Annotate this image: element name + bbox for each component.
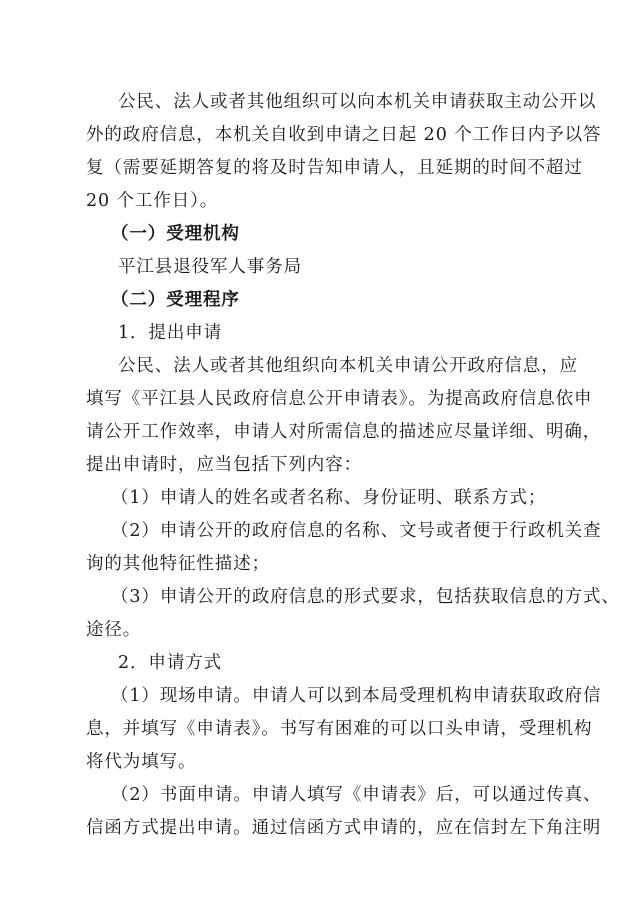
step1-para-line-3: 请公开工作效率，申请人对所需信息的描述应尽量详细、明确，: [86, 422, 602, 442]
method-onsite-line-2: 息，并填写《申请表》。书写有困难的可以口头申请，受理机构: [86, 719, 593, 739]
requirement-item-3-line-2: 途径。: [86, 620, 142, 640]
method-onsite-line-3: 将代为填写。: [86, 752, 197, 772]
intro-line-3: 复（需要延期答复的将及时告知申请人，且延期的时间不超过: [86, 158, 583, 178]
requirement-item-1: （1）申请人的姓名或者名称、身份证明、联系方式；: [111, 488, 547, 508]
requirement-item-2-line-1: （2）申请公开的政府信息的名称、文号或者便于行政机关查: [111, 521, 602, 541]
step-title-submit-application: 1．提出申请: [118, 323, 223, 343]
section-heading-acceptance-agency: （一）受理机构: [111, 224, 240, 244]
intro-line-2: 外的政府信息，本机关自收到申请之日起 20 个工作日内予以答: [86, 125, 602, 145]
step1-para-line-4: 提出申请时，应当包括下列内容：: [86, 455, 362, 475]
step1-para-line-1: 公民、法人或者其他组织向本机关申请公开政府信息，应: [118, 356, 578, 376]
acceptance-agency-name: 平江县退役军人事务局: [118, 257, 302, 277]
requirement-item-3-line-1: （3）申请公开的政府信息的形式要求，包括获取信息的方式、: [111, 587, 620, 607]
step1-para-line-2: 填写《平江县人民政府信息公开申请表》。为提高政府信息依申: [86, 389, 593, 409]
method-onsite-line-1: （1）现场申请。申请人可以到本局受理机构申请获取政府信: [111, 686, 602, 706]
method-written-line-2: 信函方式提出申请。通过信函方式申请的，应在信封左下角注明: [86, 818, 602, 838]
method-written-line-1: （2）书面申请。申请人填写《申请表》后，可以通过传真、: [111, 785, 602, 805]
requirement-item-2-line-2: 询的其他特征性描述；: [86, 554, 270, 574]
step-title-application-methods: 2．申请方式: [118, 653, 223, 673]
intro-line-4: 20 个工作日）。: [86, 191, 219, 211]
section-heading-acceptance-procedure: （二）受理程序: [111, 290, 240, 310]
intro-line-1: 公民、法人或者其他组织可以向本机关申请获取主动公开以: [118, 92, 597, 112]
